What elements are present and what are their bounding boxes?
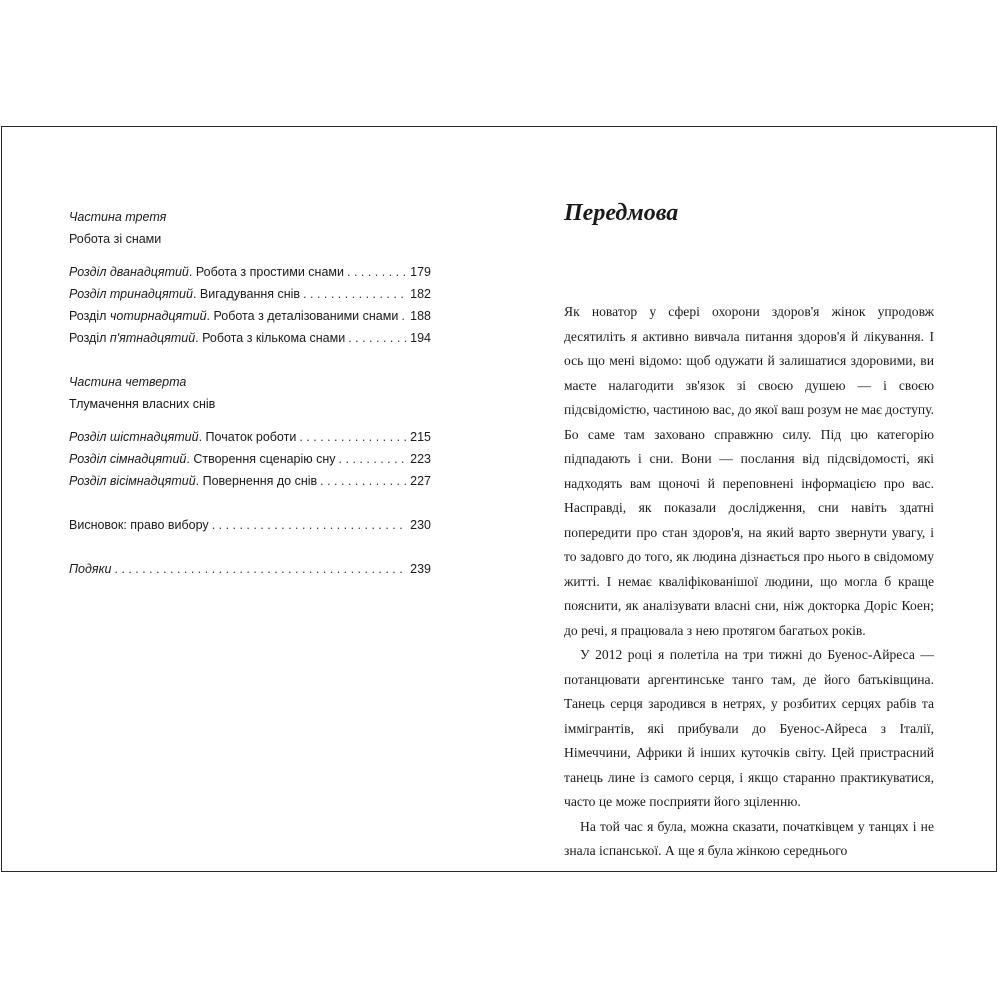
chapter-title: . Робота з кількома снами (195, 331, 346, 345)
dot-leader (320, 470, 406, 492)
chapter-number: Розділ вісімнадцятий (69, 474, 196, 488)
chapter-prefix: Розділ (69, 331, 110, 345)
dot-leader (303, 283, 406, 305)
chapter-number: Розділ сімнадцятий (69, 452, 187, 466)
page-number: 182 (410, 287, 431, 301)
dot-leader (299, 426, 406, 448)
foreword-page (564, 196, 934, 864)
spacer (69, 492, 431, 514)
dot-leader (339, 448, 406, 470)
page-number: 215 (410, 430, 431, 444)
toc-row-acknowledgements[interactable] (69, 558, 431, 580)
toc-row[interactable] (69, 327, 431, 349)
part-label: Частина третя (69, 210, 167, 224)
chapter-title: . Робота з деталізованими снами (206, 309, 399, 323)
chapter-title: Висновок: право вибору (69, 518, 209, 532)
page-number: 230 (410, 518, 431, 532)
dot-leader (347, 261, 406, 283)
chapter-number: Розділ шістнадцятий (69, 430, 199, 444)
chapter-number: Розділ тринадцятий (69, 287, 193, 301)
spacer (69, 536, 431, 558)
toc-row[interactable] (69, 470, 431, 492)
paragraph: У 2012 році я полетіла на три тижні до Буенос-Айреса — потанцювати аргентинське танго там, де його батьківщина. Танець серця зародився в нетрях, у розбитих серцях рабів та іммігрантів, які прибували до Буенос-Айреса з Італії, Німеччини, Африки й інших куточків світу. Цей пристрасний танець лине із самого серця, і якщо старанно практикуватися, часто це може посприяти його зціленню. (564, 647, 934, 809)
part-title: Робота зі снами (69, 232, 162, 246)
chapter-number: Розділ дванадцятий (69, 265, 189, 279)
chapter-number: чотирнадцятий (109, 309, 207, 323)
toc-row[interactable] (69, 261, 431, 283)
table-of-contents (69, 206, 431, 580)
toc-row[interactable] (69, 305, 431, 327)
dot-leader (212, 514, 406, 536)
dot-leader (114, 558, 406, 580)
chapter-title: . Робота з простими снами (188, 265, 344, 279)
dot-leader (401, 305, 406, 327)
paragraph: На той час я була, можна сказати, початківцем у танцях і не знала іспанської. А ще я була жінкою середнього (564, 818, 934, 858)
paragraph: Як новатор у сфері охорони здоров'я жінок упродовж десятиліть я активно вивчала питання здоров'я й лікування. І ось що мені відомо: щоб одужати й залишатися здоровими, ви маєте налагодити зв'язок зі своєю душею — і своєю підсвідомістю, частиною вас, до якої ваш розум не має доступу. Бо саме там заховано справжню силу. Під цю категорію підпадають і сни. Вони — послання від підсвідомості, які надходять вам щоночі й переповнені інформацією про вас. Насправді, як показали дослідження, сни навіть здатні попередити про стан здоров'я, на який варто звернути увагу, і то задовго до того, як людина дізнається про нього в свідомому житті. І немає кваліфікованішої людини, що могла б краще пояснити, як аналізувати власні сни, ніж докторка Доріс Коен; до речі, я працювала з нею протягом багатьох років. (564, 304, 934, 638)
page-number: 194 (410, 331, 431, 345)
dot-leader (348, 327, 406, 349)
toc-row-conclusion[interactable] (69, 514, 431, 536)
page-number: 227 (410, 474, 431, 488)
toc-row[interactable] (69, 283, 431, 305)
chapter-title: . Початок роботи (198, 430, 297, 444)
spacer (69, 349, 431, 371)
chapter-title: . Вигадування снів (192, 287, 301, 301)
foreword-body (564, 300, 934, 864)
page-number: 188 (410, 309, 431, 323)
page-number: 179 (410, 265, 431, 279)
chapter-number: п'ятнадцятий (109, 331, 196, 345)
part-label: Частина четверта (69, 375, 187, 389)
chapter-title: Подяки (69, 562, 112, 576)
page-number: 239 (410, 562, 431, 576)
page-number: 223 (410, 452, 431, 466)
chapter-title: . Повернення до снів (195, 474, 318, 488)
chapter-title: . Створення сценарію сну (186, 452, 336, 466)
toc-row[interactable] (69, 426, 431, 448)
page-title: Передмова (564, 200, 679, 226)
toc-row[interactable] (69, 448, 431, 470)
chapter-prefix: Розділ (69, 309, 110, 323)
part-title: Тлумачення власних снів (69, 397, 216, 411)
